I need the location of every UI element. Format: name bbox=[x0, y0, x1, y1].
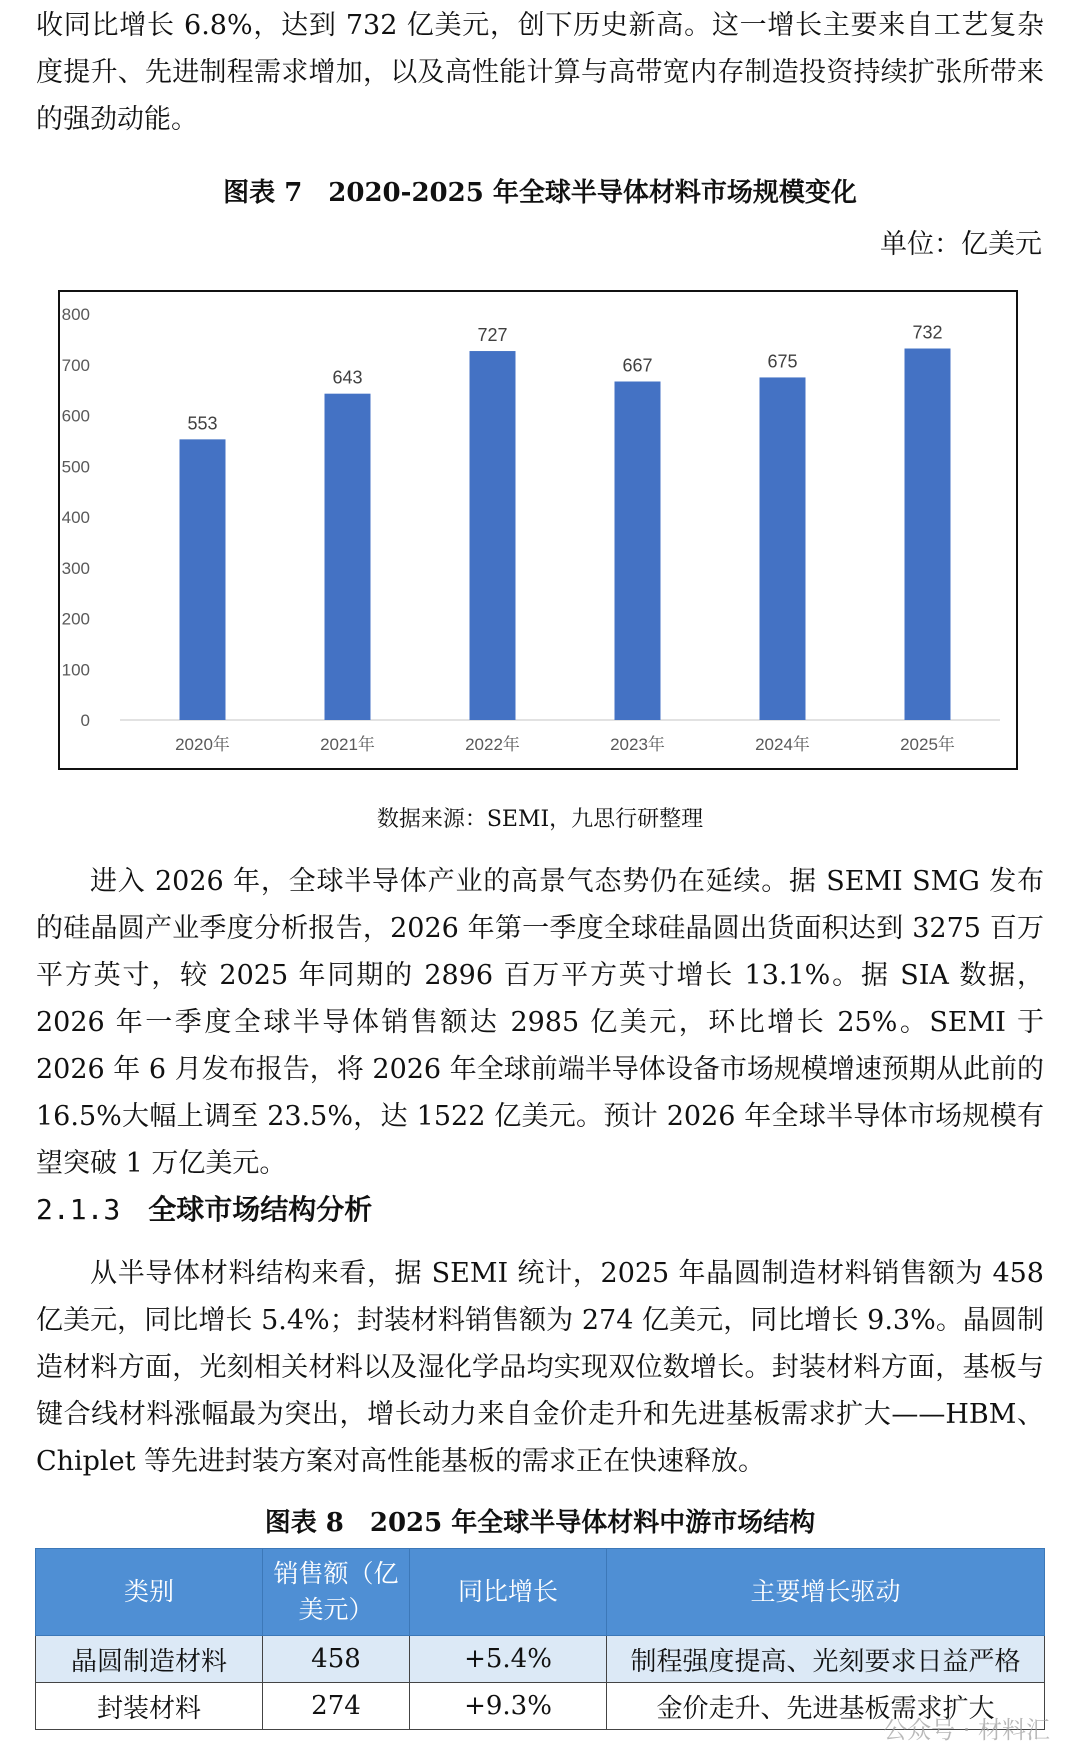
y-tick-label: 600 bbox=[61, 406, 90, 426]
data-label: 667 bbox=[622, 355, 653, 376]
data-label: 675 bbox=[767, 351, 798, 372]
bar bbox=[905, 349, 951, 720]
x-tick-label: 2022年 bbox=[465, 735, 520, 754]
section-title: 全球市场结构分析 bbox=[148, 1193, 373, 1226]
figure7-title: 图表 7 2020-2025 年全球半导体材料市场规模变化 bbox=[223, 178, 857, 208]
bar bbox=[325, 394, 371, 720]
x-tick-label: 2020年 bbox=[175, 735, 230, 754]
y-tick-label: 500 bbox=[61, 457, 90, 477]
outlook-paragraph: 进入 2026 年，全球半导体产业的高景气态势仍在延续。据 SEMI SMG 发布的硅晶圆产业季度分析报告，2026 年第一季度全球硅晶圆出货面积达到 3275 百万平方英寸，较 2025 年同期的 2896 百万平方英寸增长 13.1%。据 SIA 数据，2026 年一季度全球半导体销售额达 2985 亿美元，环比增长 25%。SEMI 于 2026 年 6 月发布报告，将 2026 年全球前端半导体设备市场规模增速预期从此前的 16.5%大幅上调至 23.5%，达 1522 亿美元。预计 2026 年全球半导体市场规模有望突破 1 万亿美元。 bbox=[36, 866, 1045, 1179]
cell-growth: +9.3% bbox=[410, 1683, 607, 1730]
bar bbox=[470, 351, 516, 720]
watermark-text: 公众号 · 材料汇 bbox=[883, 1716, 1050, 1744]
table-row bbox=[36, 1636, 1045, 1683]
structure-paragraph: 从半导体材料结构来看，据 SEMI 统计，2025 年晶圆制造材料销售额为 458 亿美元，同比增长 5.4%；封装材料销售额为 274 亿美元，同比增长 9.3%。晶圆制造材料方面，光刻相关材料以及湿化学品均实现双位数增长。封装材料方面，基板与键合线材料涨幅最为突出，增长动力来自金价走升和先进基板需求扩大——HBM、Chiplet 等先进封装方案对高性能基板的需求正在快速释放。 bbox=[36, 1258, 1044, 1477]
figure8-title: 图表 8 2025 年全球半导体材料中游市场结构 bbox=[264, 1508, 816, 1538]
intro-paragraph: 收同比增长 6.8%，达到 732 亿美元，创下历史新高。这一增长主要来自工艺复杂度提升、先进制程需求增加，以及高性能计算与高带宽内存制造投资持续扩张所带来的强劲动能。 bbox=[36, 10, 1044, 135]
figure7-unit: 单位：亿美元 bbox=[880, 229, 1042, 260]
x-tick-label: 2021年 bbox=[320, 735, 375, 754]
section-heading bbox=[36, 1188, 372, 1228]
header-category: 类别 bbox=[36, 1549, 263, 1636]
chart-canvas bbox=[60, 292, 1016, 768]
cell-category: 封装材料 bbox=[36, 1683, 263, 1730]
cell-sales: 274 bbox=[263, 1683, 410, 1730]
market-size-bar-chart bbox=[58, 290, 1018, 770]
y-tick-label: 200 bbox=[61, 609, 90, 629]
cell-growth: +5.4% bbox=[410, 1636, 607, 1683]
y-tick-label: 800 bbox=[61, 305, 90, 324]
table-header-row bbox=[36, 1549, 1045, 1636]
bar bbox=[760, 377, 806, 720]
cell-driver: 制程强度提高、光刻要求日益严格 bbox=[607, 1636, 1045, 1683]
cell-sales: 458 bbox=[263, 1636, 410, 1683]
cell-driver: 金价走升、先进基板需求扩大 bbox=[607, 1683, 1045, 1730]
data-label: 732 bbox=[912, 322, 943, 343]
figure7-source: 数据来源：SEMI，九思行研整理 bbox=[376, 807, 704, 832]
data-label: 553 bbox=[187, 413, 218, 434]
bar bbox=[180, 439, 226, 720]
x-tick-label: 2023年 bbox=[610, 735, 665, 754]
y-tick-label: 400 bbox=[61, 508, 90, 527]
header-sales: 销售额（亿美元） bbox=[263, 1549, 410, 1636]
bar bbox=[615, 381, 661, 720]
market-structure-table bbox=[35, 1548, 1045, 1730]
y-tick-label: 300 bbox=[61, 558, 90, 578]
data-label: 727 bbox=[477, 325, 508, 346]
x-tick-label: 2025年 bbox=[900, 735, 955, 754]
x-tick-label: 2024年 bbox=[755, 735, 810, 754]
header-growth: 同比增长 bbox=[410, 1549, 607, 1636]
section-number: 2.1.3 bbox=[36, 1193, 121, 1226]
y-tick-label: 100 bbox=[61, 660, 90, 680]
y-tick-label: 700 bbox=[61, 355, 90, 375]
header-driver: 主要增长驱动 bbox=[607, 1549, 1045, 1636]
data-label: 643 bbox=[332, 367, 363, 388]
y-tick-label: 0 bbox=[80, 711, 90, 730]
cell-category: 晶圆制造材料 bbox=[36, 1636, 263, 1683]
